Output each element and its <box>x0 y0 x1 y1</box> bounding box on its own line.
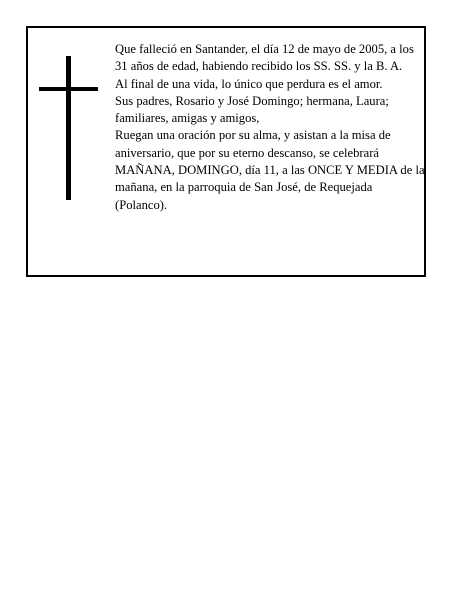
obituary-notice <box>26 26 426 277</box>
death-announcement-paragraph: Que falleció en Santander, el día 12 de mayo de 2005, a los 31 años de edad, habiendo recibido los SS. SS. y la B. A. <box>115 42 414 74</box>
cross-horizontal-bar <box>39 87 98 91</box>
mass-invitation-paragraph: Ruegan una oración por su alma, y asistan a la misa de aniversario, que por su eterno descanso, se celebrará MAÑANA, DOMINGO, día 11, a las ONCE Y MEDIA de la mañana, en la parroquia de San José, de Requejada (Polanco). <box>115 128 425 212</box>
cross-vertical-bar <box>66 56 71 200</box>
notice-text <box>115 41 425 214</box>
remembrance-line: Al final de una vida, lo único que perdura es el amor. <box>115 76 383 91</box>
family-paragraph: Sus padres, Rosario y José Domingo; hermana, Laura; familiares, amigas y amigos, <box>115 93 389 126</box>
